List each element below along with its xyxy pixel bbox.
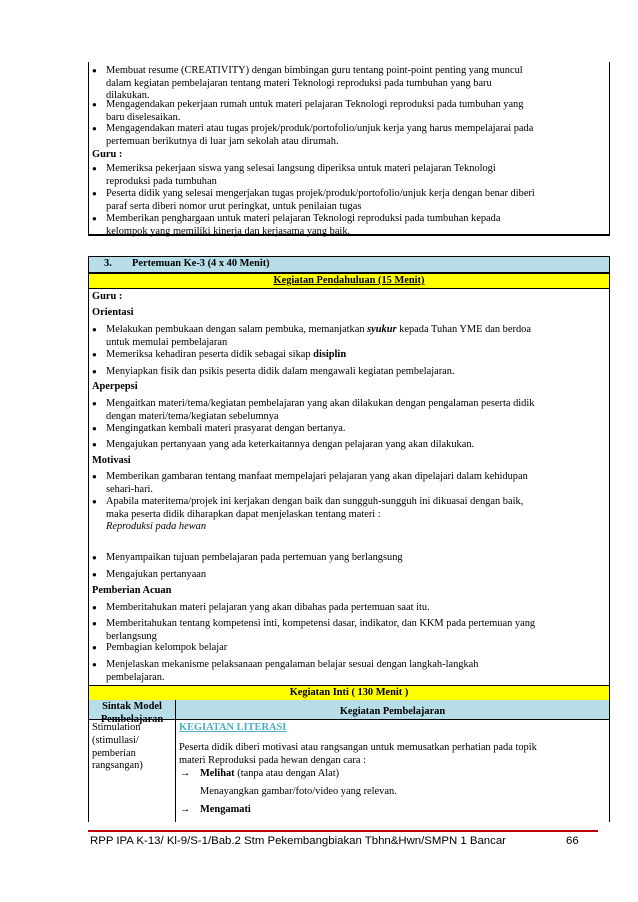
list-item: ● Melakukan pembukaan dengan salam pembuka, memanjatkan syukur kepada Tuhan YME dan berdoa untuk memulai pembelajaran <box>92 324 531 348</box>
list-item: ● Mengagendakan materi atau tugas projek/produk/portofolio/unjuk kerja yang harus mempelajarai pada pertemuan berikutnya di luar jam sekolah atau dirumah. <box>92 123 534 147</box>
list-item: ● Mengajukan pertanyaan yang ada keterkaitannya dengan pelajaran yang akan dilakukan. <box>92 439 475 450</box>
list-item: ● Memeriksa pekerjaan siswa yang selesai langsung diperiksa untuk materi pelajaran Teknologi reproduksi pada tumbuhan <box>92 163 496 187</box>
meeting-title: Pertemuan Ke-3 (4 x 40 Menit) <box>132 258 270 269</box>
list-item: ● Mengajukan pertanyaan <box>92 569 207 580</box>
inti-header: Kegiatan Inti ( 130 Menit ) <box>89 685 609 701</box>
list-item: ● Memberikan gambaran tentang manfaat mempelajari pelajaran yang akan dipelajari dalam kehidupan sehari-hari. <box>92 471 528 495</box>
list-item: ● Mengaitkan materi/tema/kegiatan pembelajaran yang akan dilakukan dengan pengalaman peserta didik dengan materi/tema/kegiatan sebelumnya <box>92 398 535 422</box>
list-item: ● Memeriksa kehadiran peserta didik sebagai sikap disiplin <box>92 349 347 360</box>
footer-divider <box>88 830 598 832</box>
sintak-header: Sintak Model Pembelajaran <box>100 701 164 725</box>
page-number: 66 <box>566 835 579 847</box>
meeting-number: 3. <box>104 258 112 269</box>
list-item: ● Menyiapkan fisik dan psikis peserta didik dalam mengawali kegiatan pembelajaran. <box>92 366 455 377</box>
list-item: ● Menyampaikan tujuan pembelajaran pada pertemuan yang berlangsung <box>92 552 403 563</box>
guru-label: Guru : <box>92 291 123 302</box>
list-item: ● Memberikan penghargaan untuk materi pelajaran Teknologi reproduksi pada tumbuhan kepada kelompok yang memiliki kinerja dan kerjasama yang baik. <box>92 213 501 237</box>
pemberian-label: Pemberian Acuan <box>92 585 172 596</box>
list-item: ● Mengagendakan pekerjaan rumah untuk materi pelajaran Teknologi reproduksi pada tumbuhan yang baru diselesaikan. <box>92 99 524 123</box>
aperpepsi-label: Aperpepsi <box>92 381 138 392</box>
arrow-icon: → <box>180 768 191 779</box>
orientasi-label: Orientasi <box>92 307 134 318</box>
literasi-link[interactable]: KEGIATAN LITERASI <box>179 722 287 733</box>
menayangkan-text: Menayangkan gambar/foto/video yang relevan. <box>200 786 397 797</box>
footer-text: RPP IPA K-13/ Kl-9/S-1/Bab.2 Stm Pekembangbiakan Tbhn&Hwn/SMPN 1 Bancar <box>90 835 506 847</box>
list-item: ● Apabila materitema/projek ini kerjakan dengan baik dan sungguh-sungguh ini dikuasai dengan baik, maka peserta didik diharapkan dapat menjelaskan tentang materi : Reproduksi pada hewan <box>92 496 524 533</box>
list-item: ● Membuat resume (CREATIVITY) dengan bimbingan guru tentang point-point penting yang muncul dalam kegiatan pembelajaran tentang materi Teknologi reproduksi pada tumbuhan yang baru dilakukan. <box>92 65 523 102</box>
motivasi-label: Motivasi <box>92 455 131 466</box>
list-item: ● Memberitahukan materi pelajaran yang akan dibahas pada pertemuan saat itu. <box>92 602 430 613</box>
arrow-icon: → <box>180 804 191 815</box>
melihat-item: Melihat (tanpa atau dengan Alat) <box>200 768 340 779</box>
pendahuluan-header: Kegiatan Pendahuluan (15 Menit) <box>89 273 609 289</box>
literasi-text: Peserta didik diberi motivasi atau rangsangan untuk memusatkan perhatian pada topik materi Reproduksi pada hewan dengan cara : <box>179 742 537 766</box>
stimulation-label: Stimulation (stimullasi/ pemberian rangsangan) <box>92 722 143 772</box>
list-item: ● Peserta didik yang selesai mengerjakan tugas projek/produk/portofolio/unjuk kerja dengan benar diberi paraf serta diberi nomor urut peringkat, untuk penilaian tugas <box>92 188 535 212</box>
mengamati-item: Mengamati <box>200 804 251 815</box>
list-item: ● Pembagian kelompok belajar <box>92 642 228 653</box>
kegiatan-header: Kegiatan Pembelajaran <box>339 706 446 717</box>
list-item: ● Memberitahukan tentang kompetensi inti, kompetensi dasar, indikator, dan KKM pada pertemuan yang berlangsung <box>92 618 536 642</box>
list-item: ● Mengingatkan kembali materi prasyarat dengan bertanya. <box>92 423 346 434</box>
guru-label: Guru : <box>92 149 123 160</box>
list-item: ● Menjelaskan mekanisme pelaksanaan pengalaman belajar sesuai dengan langkah-langkah pembelajaran. <box>92 659 479 683</box>
